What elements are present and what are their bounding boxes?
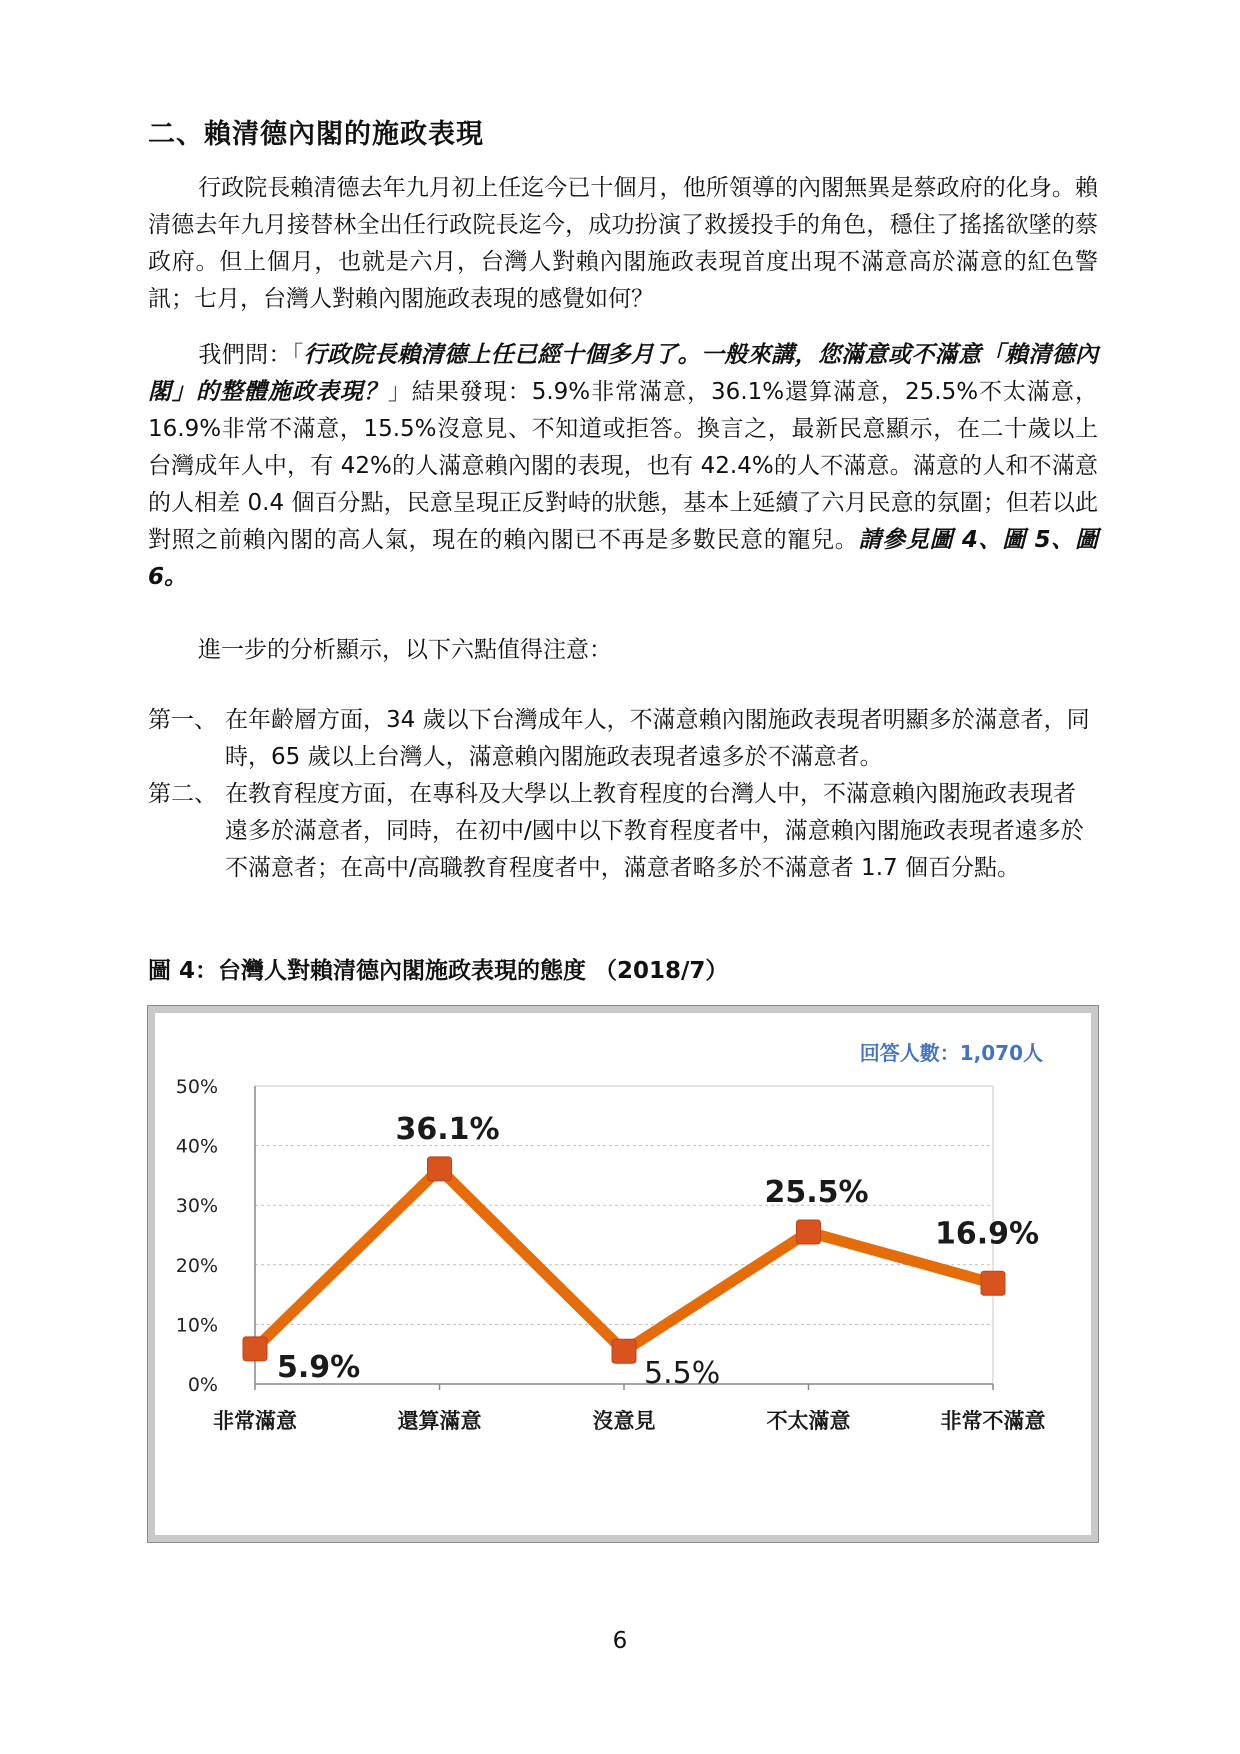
paragraph-intro (148, 170, 1098, 318)
data-label: 36.1% (395, 1111, 500, 1147)
y-tick-label: 30% (175, 1195, 218, 1218)
section-heading: 二、賴清德內閣的施政表現 (148, 119, 484, 150)
figure-caption: 圖 4：台灣人對賴清德內閣施政表現的態度 （2018/7） (148, 958, 729, 984)
page-number: 6 (612, 1628, 628, 1654)
list-item-text: 在教育程度方面，在專科及大學以上教育程度的台灣人中，不滿意賴內閣施政表現者遠多於滿意者，同時，在初中/國中以下教育程度者中，滿意賴內閣施政表現者遠多於不滿意者；在高中/高職教育程度者中，滿意者略多於不滿意者 1.7 個百分點。 (225, 781, 1084, 881)
respondents-count: 回答人數：1,070人 (859, 1041, 1043, 1065)
x-category-label: 非常不滿意 (940, 1409, 1046, 1433)
paragraph-further-analysis-text: 進一步的分析顯示，以下六點值得注意： (198, 637, 612, 663)
paragraph-further-analysis (148, 632, 1098, 669)
line-chart (155, 1013, 1091, 1535)
y-tick-label: 10% (175, 1314, 218, 1337)
x-category-label: 還算滿意 (397, 1409, 482, 1433)
x-category-label: 非常滿意 (213, 1409, 297, 1433)
paragraph-intro-text: 行政院長賴清德去年九月初上任迄今已十個月，他所領導的內閣無異是蔡政府的化身。賴清德去年九月接替林全出任行政院長迄今，成功扮演了救援投手的角色，穩住了搖搖欲墜的蔡政府。但上個月，也就是六月，台灣人對賴內閣施政表現首度出現不滿意高於滿意的紅色警訊；七月，台灣人對賴內閣施政表現的感覺如何？ (148, 175, 1098, 312)
list-item (148, 702, 1098, 776)
y-tick-label: 0% (187, 1374, 218, 1396)
list-item-text: 在年齡層方面，34 歲以下台灣成年人，不滿意賴內閣施政表現者明顯多於滿意者，同時，65 歲以上台灣人，滿意賴內閣施政表現者遠多於不滿意者。 (225, 707, 1090, 770)
y-tick-label: 50% (175, 1076, 218, 1098)
data-point-marker (612, 1339, 636, 1363)
series-line (255, 1169, 993, 1351)
list-item-label: 第二、 (148, 781, 217, 807)
x-category-label: 沒意見 (592, 1409, 656, 1433)
data-point-marker (981, 1271, 1005, 1295)
x-category-label: 不太滿意 (766, 1409, 851, 1433)
y-tick-label: 20% (175, 1254, 218, 1277)
data-label: 5.9% (277, 1349, 361, 1385)
list-item (148, 776, 1098, 887)
y-tick-label: 40% (175, 1135, 218, 1158)
data-point-marker (797, 1220, 821, 1244)
figure-reference: 請參見圖 4、圖 5、圖 6。 (148, 527, 1098, 590)
data-label: 25.5% (764, 1175, 869, 1211)
question-open-quote: 我們問：「 (198, 342, 304, 368)
data-label: 16.9% (934, 1216, 1040, 1252)
survey-result-text: 」結果發現：5.9%非常滿意，36.1%還算滿意，25.5%不太滿意，16.9%非常不滿意，15.5%沒意見、不知道或拒答。換言之，最新民意顯示，在二十歲以上台灣成年人中，有 42%的人滿意賴內閣的表現，也有 42.4%的人不滿意。滿意的人和不滿意的人相差 0.4 個百分點，民意呈現正反對峙的狀態，基本上延續了六月民意的氛圍；但若以此對照之前賴內閣的高人氣，現在的賴內閣已不再是多數民意的寵兒。 (148, 379, 1098, 553)
data-point-marker (243, 1337, 267, 1361)
survey-question: 行政院長賴清德上任已經十個多月了。一般來講，您滿意或不滿意「賴清德內閣」的整體施政表現？ (148, 342, 1099, 405)
list-item-label: 第一、 (148, 707, 217, 733)
data-label: 5.5% (644, 1356, 721, 1392)
data-point-marker (428, 1157, 452, 1181)
chart-frame (148, 1006, 1098, 1542)
paragraph-survey-result (148, 337, 1098, 596)
